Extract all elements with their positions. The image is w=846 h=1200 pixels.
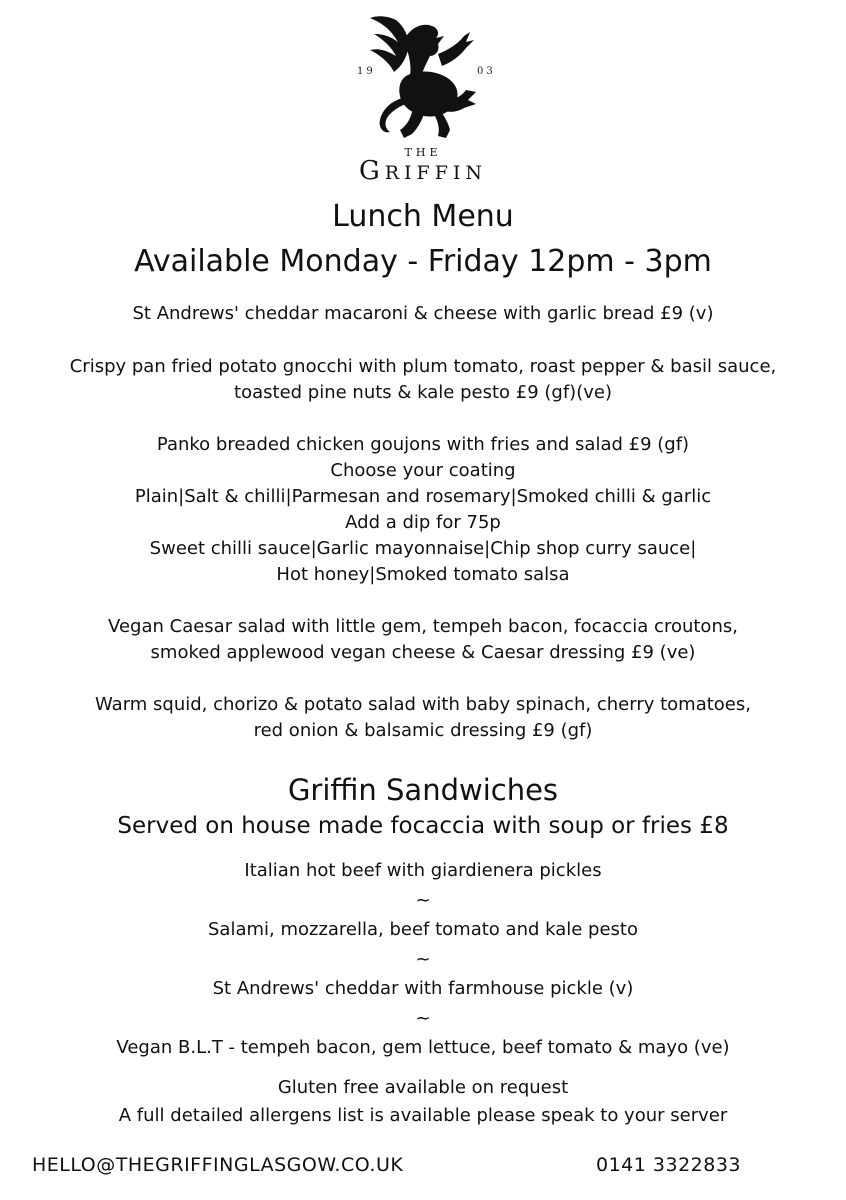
contact-email[interactable]: HELLO@THEGRIFFINGLASGOW.CO.UK — [32, 1154, 404, 1176]
availability: Available Monday - Friday 12pm - 3pm — [134, 244, 712, 279]
menu-item-squid-line1: Warm squid, chorizo & potato salad with baby spinach, cherry tomatoes, — [95, 694, 751, 715]
allergens-note: A full detailed allergens list is available please speak to your server — [118, 1105, 728, 1126]
sandwich-item-4: Vegan B.L.T - tempeh bacon, gem lettuce, beef tomato & mayo (ve) — [116, 1037, 730, 1058]
goujons-coating-heading: Choose your coating — [330, 460, 516, 481]
menu-item-gnocchi-line1: Crispy pan fried potato gnocchi with plum tomato, roast pepper & basil sauce, — [69, 356, 777, 377]
sandwich-separator: ~ — [415, 949, 431, 970]
menu-item-caesar-line1: Vegan Caesar salad with little gem, tempeh bacon, focaccia croutons, — [108, 616, 738, 637]
sandwich-item-1: Italian hot beef with giardienera pickles — [244, 860, 602, 881]
menu-item-mac: St Andrews' cheddar macaroni & cheese with garlic bread £9 (v) — [132, 303, 714, 324]
gluten-note: Gluten free available on request — [277, 1077, 569, 1098]
brand-first-letter: G — [358, 156, 385, 186]
brand-name — [0, 156, 846, 186]
menu-item-gnocchi-line2: toasted pine nuts & kale pesto £9 (gf)(ve) — [234, 382, 612, 403]
sandwich-item-3: St Andrews' cheddar with farmhouse pickle (v) — [212, 978, 634, 999]
year-right: 03 — [477, 66, 496, 77]
goujons-dip-heading: Add a dip for 75p — [345, 512, 501, 533]
sandwich-item-2: Salami, mozzarella, beef tomato and kale pesto — [207, 919, 639, 940]
contact-phone[interactable]: 0141 3322833 — [596, 1154, 742, 1176]
goujons-dip-options-1: Sweet chilli sauce|Garlic mayonnaise|Chip shop curry sauce| — [149, 538, 697, 559]
brand-the: THE — [404, 146, 442, 159]
menu-title: Lunch Menu — [332, 199, 514, 234]
menu-item-caesar-line2: smoked applewood vegan cheese & Caesar dressing £9 (ve) — [150, 642, 696, 663]
sandwiches-title: Griffin Sandwiches — [287, 773, 559, 807]
goujons-dip-options-2: Hot honey|Smoked tomato salsa — [276, 564, 570, 585]
sandwich-separator: ~ — [415, 890, 431, 911]
menu-item-goujons: Panko breaded chicken goujons with fries and salad £9 (gf) — [156, 434, 690, 455]
brand-rest: RIFFIN — [384, 162, 488, 184]
sandwich-separator: ~ — [415, 1008, 431, 1029]
goujons-coating-options: Plain|Salt & chilli|Parmesan and rosemary|Smoked chilli & garlic — [134, 486, 712, 507]
year-left: 19 — [357, 66, 376, 77]
menu-item-squid-line2: red onion & balsamic dressing £9 (gf) — [253, 720, 593, 741]
sandwiches-subtitle: Served on house made focaccia with soup or fries £8 — [117, 813, 729, 839]
